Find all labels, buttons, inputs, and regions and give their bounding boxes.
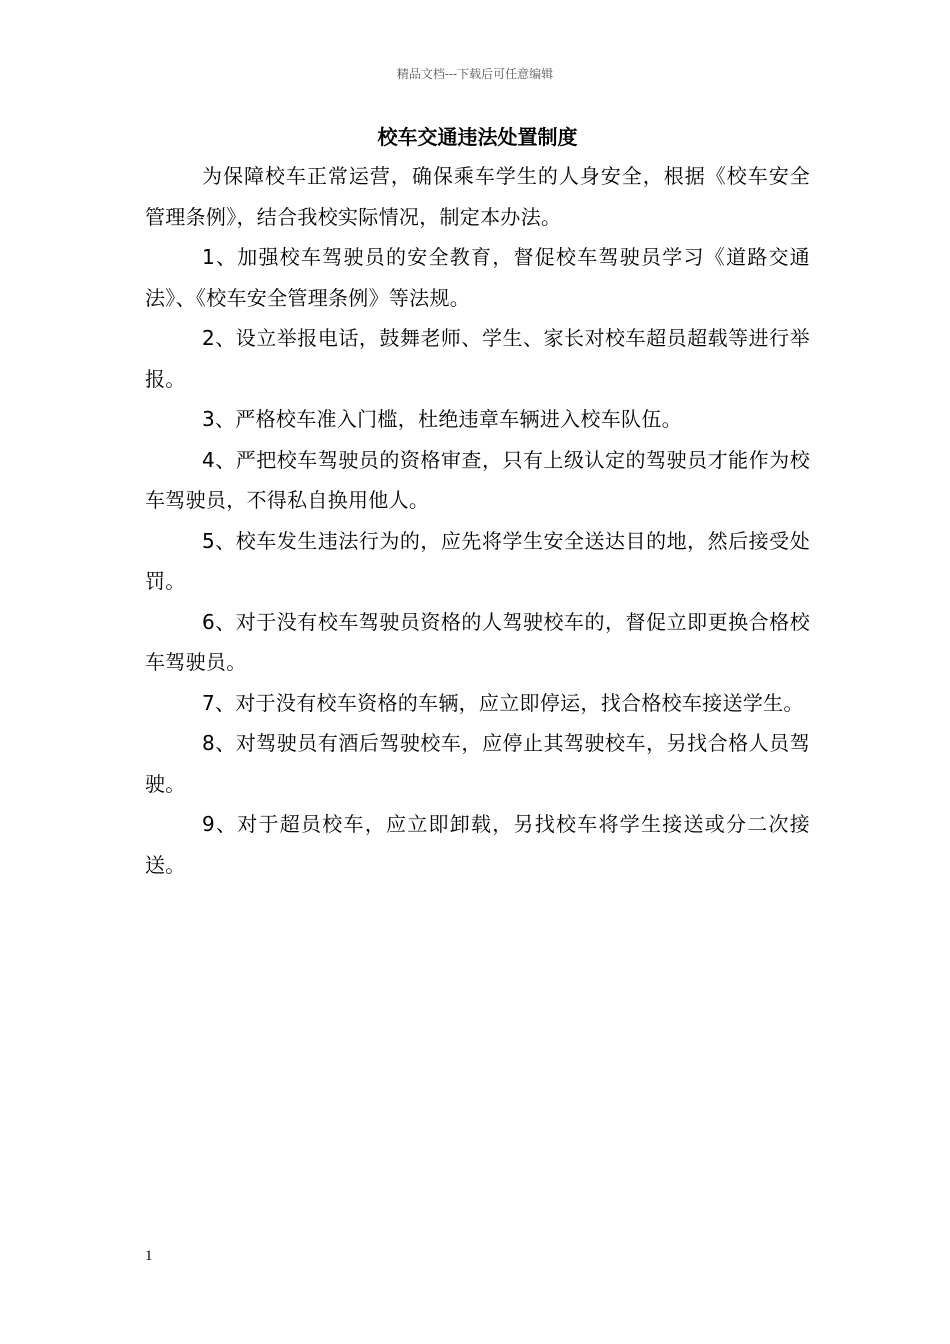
paragraph-item-7: 7、对于没有校车资格的车辆，应立即停运，找合格校车接送学生。 bbox=[202, 690, 804, 715]
paragraph-item-5: 5、校车发生违法行为的，应先将学生安全送达目的地，然后接受处罚。 bbox=[145, 528, 810, 593]
document-title: 校车交通违法处置制度 bbox=[377, 125, 578, 149]
paragraph-item-2: 2、设立举报电话，鼓舞老师、学生、家长对校车超员超载等进行举报。 bbox=[145, 326, 810, 391]
paragraph-item-1: 1、加强校车驾驶员的安全教育，督促校车驾驶员学习《道路交通法》、《校车安全管理条例》等法规。 bbox=[145, 245, 810, 310]
page-header: 精品文档---下载后可任意编辑 bbox=[396, 67, 554, 81]
paragraph-item-8: 8、对驾驶员有酒后驾驶校车，应停止其驾驶校车，另找合格人员驾驶。 bbox=[145, 731, 810, 796]
page-number: 1 bbox=[145, 1248, 153, 1264]
paragraph-item-6: 6、对于没有校车驾驶员资格的人驾驶校车的，督促立即更换合格校车驾驶员。 bbox=[145, 609, 810, 674]
paragraph-item-3: 3、严格校车准入门槛，杜绝违章车辆进入校车队伍。 bbox=[202, 407, 682, 431]
paragraph-intro: 为保障校车正常运营，确保乘车学生的人身安全，根据《校车安全管理条例》，结合我校实际情况，制定本办法。 bbox=[145, 164, 810, 229]
paragraph-item-9: 9、对于超员校车，应立即卸载，另找校车将学生接送或分二次接送。 bbox=[145, 812, 810, 877]
paragraph-item-4: 4、严把校车驾驶员的资格审查，只有上级认定的驾驶员才能作为校车驾驶员，不得私自换用他人。 bbox=[145, 447, 810, 512]
document-body bbox=[145, 120, 810, 885]
